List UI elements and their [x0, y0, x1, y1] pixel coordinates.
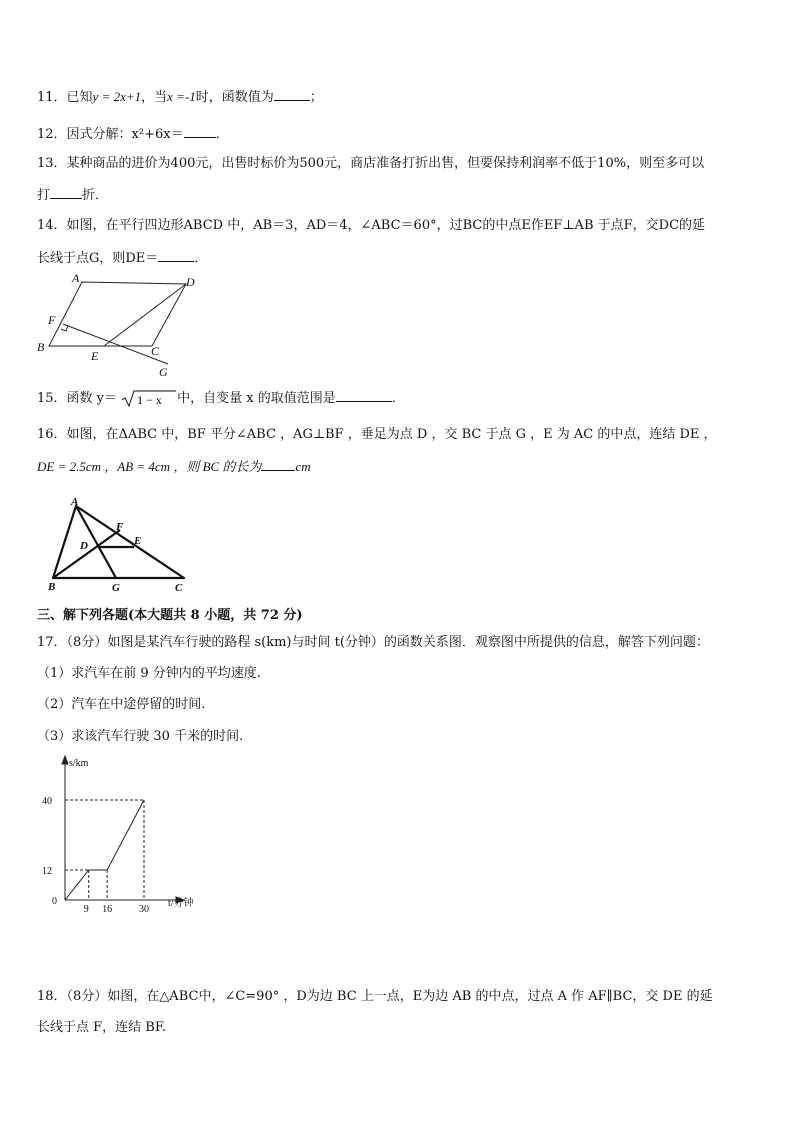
label-b: B: [48, 581, 56, 593]
q12-end: ．: [215, 127, 229, 142]
question-17-part1: [37, 664, 261, 684]
x-tick-label: 16: [102, 904, 113, 912]
answer-blank[interactable]: [158, 248, 194, 262]
label-b: B: [37, 340, 45, 354]
series-line: [65, 800, 144, 900]
section-title: 三、解下列各题(本大题共 8 小题，共 72 分): [37, 608, 303, 623]
sqrt-sign-icon: [121, 389, 177, 409]
distance-time-graph: [38, 752, 218, 912]
y-tick-label: 12: [42, 866, 52, 877]
question-14: [37, 216, 705, 236]
question-15: [37, 388, 405, 409]
q15-end: ．: [391, 391, 405, 406]
label-f: F: [116, 521, 124, 533]
answer-blank[interactable]: [50, 185, 82, 199]
triangle-abc: [53, 506, 184, 578]
triangle-figure: [44, 494, 194, 598]
question-18: [37, 987, 713, 1007]
q16-line2: DE = 2.5cm ，AB = 4cm ，则 BC 的长为: [37, 459, 262, 474]
y-axis-label: s/km: [69, 758, 89, 769]
answer-blank[interactable]: [274, 87, 310, 101]
q15-prefix: 15．函数 y＝: [37, 391, 118, 406]
label-c: C: [151, 344, 160, 358]
q17-part2: （2）汽车在中途停留的时间.: [37, 697, 206, 712]
label-e: E: [91, 349, 99, 363]
y-tick-label: 40: [42, 796, 52, 807]
q11-suffix: 时，函数值为: [195, 90, 274, 105]
y-axis-arrow-icon: [62, 756, 68, 764]
section-heading: [37, 606, 303, 626]
label-c: C: [175, 582, 183, 594]
x-axis-label: t/分钟: [168, 898, 194, 909]
q13-line2-prefix: 打: [37, 188, 51, 203]
answer-blank[interactable]: [336, 388, 392, 402]
question-17: [37, 633, 709, 653]
q18-line1: 18．（8分）如图，在△ABC中，∠C=90° ，D为边 BC 上一点，E为边 AB 的中点，过点 A 作 AF∥BC，交 DE 的延: [37, 989, 713, 1004]
question-16: [37, 425, 717, 445]
q17-stem: 17．（8分）如图是某汽车行驶的路程 s(km)与时间 t(分钟）的函数关系图．观察图中所提供的信息，解答下列问题：: [37, 635, 709, 650]
label-d: D: [80, 540, 88, 552]
answer-blank[interactable]: [261, 457, 295, 471]
segment-bf: [53, 530, 120, 578]
q18-line2: 长线于点 F，连结 BF.: [37, 1020, 166, 1035]
q11-mid: ，当: [141, 90, 168, 105]
q16-unit: cm: [295, 459, 311, 474]
question-16-cont: [37, 457, 311, 478]
q17-part1: （1）求汽车在前 9 分钟内的平均速度.: [37, 666, 261, 681]
question-11: [37, 87, 323, 108]
label-f: F: [48, 313, 56, 327]
question-17-part3: [37, 727, 243, 747]
x-tick-label: 30: [139, 904, 149, 912]
question-14-cont: [37, 248, 207, 269]
label-a: A: [71, 496, 79, 508]
q14-line2: 长线于点G，则DE＝: [37, 251, 159, 266]
origin-label: 0: [52, 896, 57, 907]
question-12: [37, 124, 229, 145]
q17-part3: （3）求该汽车行驶 30 千米的时间.: [37, 729, 244, 744]
q11-condition: x =-1: [167, 89, 196, 104]
q16-line1: 16．如图，在ΔABC 中，BF 平分∠ABC ，AG⊥BF ，垂足为点 D ，交 BC 于点 G ，E 为 AC 的中点，连结 DE ，: [37, 427, 717, 442]
q13-line1: 13．某种商品的进价为400元，出售时标价为500元，商店准备打折出售，但要保持利润率不低于10%，则至多可以: [37, 156, 705, 171]
q11-end: ；: [309, 90, 323, 105]
label-g: G: [112, 582, 120, 594]
q11-equation: y = 2x+1: [92, 89, 142, 104]
answer-blank[interactable]: [184, 124, 216, 138]
q15-suffix: 中，自变量 x 的取值范围是: [177, 391, 336, 406]
q14-line1: 14．如图，在平行四边形ABCD 中，AB＝3，AD＝4，∠ABC＝60°，过BC的中点E作EF⊥AB 于点F，交DC的延: [37, 218, 706, 233]
label-e: E: [134, 535, 142, 547]
x-tick-label: 9: [83, 904, 89, 912]
radicand: 1 − x: [137, 392, 162, 407]
q11-prefix: 11．已知: [37, 90, 93, 105]
segment-de: [104, 284, 186, 346]
question-13: [37, 154, 704, 174]
label-d: D: [186, 275, 195, 289]
q14-line2-end: ．: [194, 251, 208, 266]
label-g: G: [159, 365, 168, 379]
question-13-cont: [37, 185, 108, 206]
label-a: A: [72, 271, 80, 285]
q12-text: 12．因式分解：x²+6x＝: [37, 127, 184, 142]
question-18-cont: [37, 1018, 166, 1038]
q13-line2-suffix: 折．: [82, 188, 109, 203]
question-17-part2: [37, 695, 205, 715]
right-angle-mark: [61, 326, 68, 331]
parallelogram-figure: [34, 270, 214, 380]
